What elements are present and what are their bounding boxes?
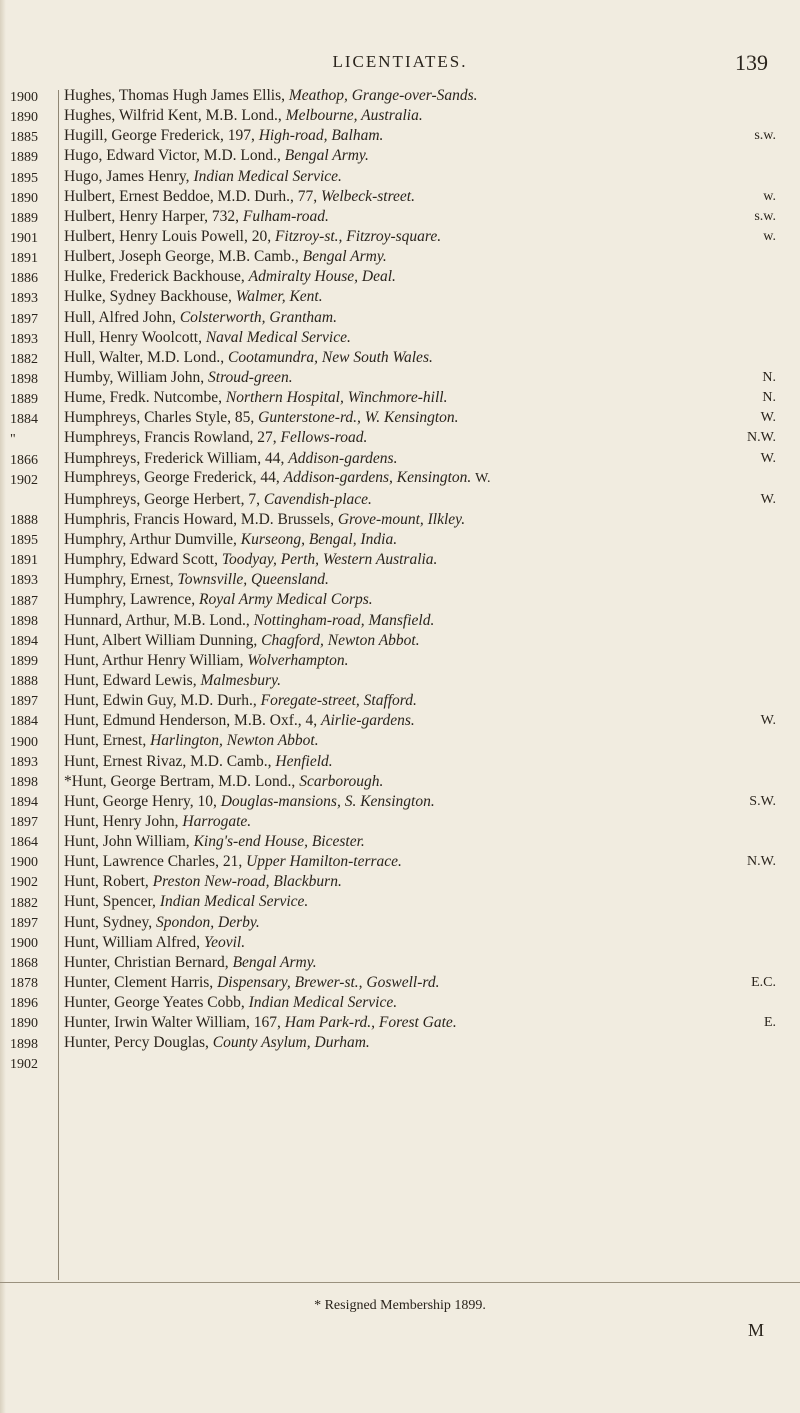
entry-place: County Asylum, Durham. xyxy=(212,1034,370,1052)
entry-name: Hunt, Edwin Guy, M.D. Durh., xyxy=(64,692,261,710)
list-item xyxy=(64,590,776,610)
entry-district: W. xyxy=(475,470,491,486)
list-item xyxy=(64,752,776,772)
entry-name: Hunter, Christian Bernard, xyxy=(64,953,233,971)
entry-place: Preston New-road, Blackburn. xyxy=(152,873,342,891)
year-entry: 1884 xyxy=(10,412,38,428)
column-rule xyxy=(58,90,59,1280)
list-item xyxy=(64,388,776,408)
list-item xyxy=(64,611,776,631)
entry-place: Colsterworth, Grantham. xyxy=(179,308,337,326)
entry-place: Upper Hamilton-terrace. xyxy=(246,853,402,871)
list-item xyxy=(64,106,776,126)
list-item xyxy=(64,187,776,207)
entry-name: Hugill, George Frederick, 197, xyxy=(64,127,259,145)
year-entry: 1900 xyxy=(10,855,38,871)
entry-name: Hull, Alfred John, xyxy=(64,308,180,326)
entry-name: Hulbert, Joseph George, M.B. Camb., xyxy=(64,248,303,266)
list-item xyxy=(64,510,776,530)
entry-district: W. xyxy=(760,450,776,466)
entry-place: Indian Medical Service. xyxy=(193,167,342,185)
entry-name: Hunt, Sydney, xyxy=(64,913,156,931)
entry-place: Welbeck-street. xyxy=(321,187,415,205)
entry-name: Hunter, Irwin Walter William, 167, xyxy=(64,1014,285,1032)
entry-place: Henfield. xyxy=(275,752,333,770)
entry-place: Douglas-mansions, S. Kensington. xyxy=(220,792,435,810)
entry-place: Yeovil. xyxy=(203,933,246,951)
entry-district: W. xyxy=(760,491,776,507)
entry-district: s.w. xyxy=(754,128,776,144)
entry-name: Humphreys, George Frederick, 44, xyxy=(64,468,284,486)
year-entry: 1878 xyxy=(10,976,38,992)
list-item xyxy=(64,772,776,792)
entry-place: Chagford, Newton Abbot. xyxy=(261,631,420,649)
entry-name: Humphreys, George Herbert, 7, xyxy=(64,490,264,508)
entry-district: E.C. xyxy=(751,975,776,991)
list-item xyxy=(64,408,776,428)
entry-place: Meathop, Grange-over-Sands. xyxy=(288,87,478,104)
footnote: * Resigned Membership 1899. xyxy=(314,1298,486,1313)
entry-name: Hugo, James Henry, xyxy=(64,167,194,185)
year-entry: 1897 xyxy=(10,694,38,710)
year-entry: 1866 xyxy=(10,452,38,468)
entry-name: Hunt, Arthur Henry William, xyxy=(64,651,248,669)
entry-place: Fitzroy-st., Fitzroy-square. xyxy=(274,227,442,245)
year-entry: 1893 xyxy=(10,754,38,770)
entry-place: Admiralty House, Deal. xyxy=(248,268,396,286)
list-item xyxy=(64,490,776,510)
year-entry: 1882 xyxy=(10,351,38,367)
entry-name: Hunt, Albert William Dunning, xyxy=(64,631,262,649)
year-entry: 1893 xyxy=(10,573,38,589)
list-item xyxy=(64,530,776,550)
entry-place: Naval Medical Service. xyxy=(205,328,351,346)
entry-place: Dispensary, Brewer-st., Goswell-rd. xyxy=(217,974,440,992)
entry-name: Hunt, Ernest Rivaz, M.D. Camb., xyxy=(64,752,276,770)
entry-name: Humphry, Arthur Dumville, xyxy=(64,530,241,548)
entry-place: Ham Park-rd., Forest Gate. xyxy=(284,1014,457,1032)
entry-name: Hulke, Sydney Backhouse, xyxy=(64,288,236,306)
list-item xyxy=(64,832,776,852)
entry-name: Humphreys, Frederick William, 44, xyxy=(64,449,289,467)
entry-name: Hull, Walter, M.D. Lond., xyxy=(64,348,229,366)
entry-name: Humphreys, Charles Style, 85, xyxy=(64,409,259,427)
list-item xyxy=(64,913,776,933)
entry-place: Walmer, Kent. xyxy=(235,288,323,306)
list-item xyxy=(64,1033,776,1053)
entry-name: Hunt, George Henry, 10, xyxy=(64,792,221,810)
entry-name: Hughes, Wilfrid Kent, M.B. Lond., xyxy=(64,107,286,125)
year-entry: 1900 xyxy=(10,935,38,951)
footnote-rule xyxy=(0,1282,800,1283)
year-entry: 1898 xyxy=(10,613,38,629)
entry-name: Hunnard, Arthur, M.B. Lond., xyxy=(64,611,254,629)
list-item xyxy=(64,247,776,267)
year-entry: 1898 xyxy=(10,371,38,387)
entry-name: Hunt, Ernest, xyxy=(64,732,151,750)
entry-place: Melbourne, Australia. xyxy=(285,107,423,125)
list-item xyxy=(64,287,776,307)
year-entry: 1889 xyxy=(10,150,38,166)
entry-place: Wolverhampton. xyxy=(247,651,349,669)
year-entry: 1888 xyxy=(10,512,38,528)
entry-name: Hunt, John William, xyxy=(64,833,194,851)
entry-district: N.W. xyxy=(746,854,776,870)
entry-place: Indian Medical Service. xyxy=(159,893,309,911)
list-item xyxy=(64,933,776,953)
year-entry: " xyxy=(10,432,16,448)
year-entry: 1864 xyxy=(10,835,38,851)
year-entry: 1887 xyxy=(10,593,38,609)
list-item xyxy=(64,953,776,973)
entry-place: Addison-gardens. xyxy=(288,449,398,467)
page-title: LICENTIATES. xyxy=(332,52,468,71)
year-entry: 1890 xyxy=(10,1016,38,1032)
list-item xyxy=(64,1013,776,1033)
list-item xyxy=(64,167,776,187)
entry-place: King's-end House, Bicester. xyxy=(193,833,365,851)
list-item xyxy=(64,368,776,388)
entry-name: Humphry, Edward Scott, xyxy=(64,551,222,569)
entry-place: Nottingham-road, Mansfield. xyxy=(253,611,435,629)
list-item xyxy=(64,711,776,731)
list-item xyxy=(64,570,776,590)
entry-name: Hulbert, Henry Louis Powell, 20, xyxy=(64,227,275,245)
year-entry: 1886 xyxy=(10,271,38,287)
entry-place: Foregate-street, Stafford. xyxy=(260,692,417,710)
entry-place: Cavendish-place. xyxy=(263,490,372,508)
year-entry: 1895 xyxy=(10,533,38,549)
list-item xyxy=(64,691,776,711)
year-entry: 1897 xyxy=(10,815,38,831)
entry-name: Hunter, Percy Douglas, xyxy=(64,1034,213,1052)
year-entry: 1889 xyxy=(10,392,38,408)
year-entry: 1890 xyxy=(10,190,38,206)
entry-place: Spondon, Derby. xyxy=(156,913,260,931)
year-entry: 1902 xyxy=(10,875,38,891)
entry-name: Hume, Fredk. Nutcombe, xyxy=(64,389,226,407)
entry-name: Hughes, Thomas Hugh James Ellis, xyxy=(64,87,289,104)
list-item xyxy=(64,449,776,469)
entry-place: Bengal Army. xyxy=(302,248,387,266)
entry-place: Bengal Army. xyxy=(232,953,317,971)
list-item xyxy=(64,792,776,812)
entry-place: Malmesbury. xyxy=(200,671,281,689)
list-item xyxy=(64,469,776,490)
entry-name: Hull, Henry Woolcott, xyxy=(64,328,206,346)
entry-name: Humphris, Francis Howard, M.D. Brussels, xyxy=(64,510,338,528)
list-item xyxy=(64,651,776,671)
year-entry: 1885 xyxy=(10,130,38,146)
entry-name: Hunt, Spencer, xyxy=(64,893,160,911)
entry-place: Bengal Army. xyxy=(284,147,369,165)
entry-name: Hunt, Edmund Henderson, M.B. Oxf., 4, xyxy=(64,712,322,730)
year-entry: 1902 xyxy=(10,472,38,488)
page-number: 139 xyxy=(735,50,768,75)
year-column xyxy=(10,88,56,1075)
entry-place: Gunterstone-rd., W. Kensington. xyxy=(258,409,459,427)
entry-place: Grove-mount, Ilkley. xyxy=(337,510,466,528)
entry-district: w. xyxy=(763,188,776,204)
page-edge xyxy=(0,0,6,1413)
entry-name: Hunt, Lawrence Charles, 21, xyxy=(64,853,247,871)
entry-name: Hulbert, Henry Harper, 732, xyxy=(64,207,243,225)
entry-name: Hunt, William Alfred, xyxy=(64,933,204,951)
list-item xyxy=(64,812,776,832)
list-item xyxy=(64,993,776,1013)
list-item xyxy=(64,671,776,691)
entry-name: Hulke, Frederick Backhouse, xyxy=(64,268,249,286)
list-item xyxy=(64,428,776,448)
entry-name: *Hunt, George Bertram, M.D. Lond., xyxy=(64,772,300,790)
year-entry: 1888 xyxy=(10,674,38,690)
entry-place: Indian Medical Service. xyxy=(248,994,398,1012)
list-item xyxy=(64,126,776,146)
year-entry: 1882 xyxy=(10,895,38,911)
entry-place: Harrogate. xyxy=(182,812,252,830)
entry-place: Cootamundra, New South Wales. xyxy=(228,348,433,366)
signature-mark: M xyxy=(747,1320,764,1340)
list-item xyxy=(64,328,776,348)
entry-place: Northern Hospital, Winchmore-hill. xyxy=(225,389,448,407)
list-item xyxy=(64,348,776,368)
entry-district: s.w. xyxy=(754,208,776,224)
year-entry: 1898 xyxy=(10,774,38,790)
year-entry: 1890 xyxy=(10,110,38,126)
list-item xyxy=(64,631,776,651)
entry-district: W. xyxy=(760,410,776,426)
entry-name: Hunt, Robert, xyxy=(64,873,153,891)
year-entry: 1893 xyxy=(10,331,38,347)
year-entry: 1896 xyxy=(10,996,38,1012)
year-entry: 1894 xyxy=(10,633,38,649)
list-item xyxy=(64,267,776,287)
entry-name: Hulbert, Ernest Beddoe, M.D. Durh., 77, xyxy=(64,187,321,205)
entry-place: Airlie-gardens. xyxy=(321,712,415,730)
year-entry: 1894 xyxy=(10,794,38,810)
list-item xyxy=(64,731,776,751)
entry-name: Humby, William John, xyxy=(64,368,209,386)
year-entry: 1902 xyxy=(10,1056,38,1072)
year-entry xyxy=(10,491,56,511)
list-item xyxy=(64,86,776,106)
year-entry: 1901 xyxy=(10,230,38,246)
year-entry: 1895 xyxy=(10,170,38,186)
entry-district: E. xyxy=(763,1015,776,1031)
entry-place: High-road, Balham. xyxy=(258,127,384,145)
year-entry: 1891 xyxy=(10,553,38,569)
year-entry: 1891 xyxy=(10,251,38,267)
year-entry: 1899 xyxy=(10,653,38,669)
entry-place: Scarborough. xyxy=(299,772,384,790)
entry-district: S.W. xyxy=(749,793,776,809)
year-entry: 1897 xyxy=(10,915,38,931)
entry-place: Fellows-road. xyxy=(280,429,368,447)
entry-place: Harlington, Newton Abbot. xyxy=(150,732,319,750)
year-entry: 1889 xyxy=(10,210,38,226)
year-entry: 1897 xyxy=(10,311,38,327)
entry-name: Hunter, George Yeates Cobb, xyxy=(64,994,249,1012)
entry-place: Stroud-green. xyxy=(208,368,293,386)
list-item xyxy=(64,227,776,247)
list-item xyxy=(64,973,776,993)
list-item xyxy=(64,550,776,570)
entry-name: Humphry, Ernest, xyxy=(64,571,178,589)
entry-name: Hugo, Edward Victor, M.D. Lond., xyxy=(64,147,285,165)
entry-district: N. xyxy=(762,390,776,406)
year-entry: 1868 xyxy=(10,956,38,972)
entry-name: Hunt, Edward Lewis, xyxy=(64,671,201,689)
list-item xyxy=(64,207,776,227)
year-entry: 1900 xyxy=(10,734,38,750)
entry-name: Humphry, Lawrence, xyxy=(64,591,199,609)
entry-district: W. xyxy=(760,713,776,729)
entry-place: Kurseong, Bengal, India. xyxy=(240,530,398,548)
list-item xyxy=(64,852,776,872)
running-header xyxy=(0,50,800,84)
entry-district: w. xyxy=(763,228,776,244)
list-item xyxy=(64,872,776,892)
entry-place: Toodyay, Perth, Western Australia. xyxy=(221,551,438,569)
entry-place: Fulham-road. xyxy=(242,207,329,225)
year-entry: 1884 xyxy=(10,714,38,730)
entries-list xyxy=(64,86,776,1054)
list-item xyxy=(64,892,776,912)
entry-name: Humphreys, Francis Rowland, 27, xyxy=(64,429,281,447)
year-entry: 1893 xyxy=(10,291,38,307)
entry-district: N.W. xyxy=(746,430,776,446)
year-entry: 1898 xyxy=(10,1036,38,1052)
list-item xyxy=(64,308,776,328)
year-entry: 1900 xyxy=(10,90,38,105)
list-item xyxy=(64,146,776,166)
entry-name: Hunt, Henry John, xyxy=(64,812,183,830)
entry-place: Addison-gardens, Kensington. xyxy=(283,468,472,486)
entry-place: Townsville, Queensland. xyxy=(177,571,329,589)
entry-district: N. xyxy=(762,369,776,385)
entry-place: Royal Army Medical Corps. xyxy=(199,591,373,609)
entry-name: Hunter, Clement Harris, xyxy=(64,974,218,992)
